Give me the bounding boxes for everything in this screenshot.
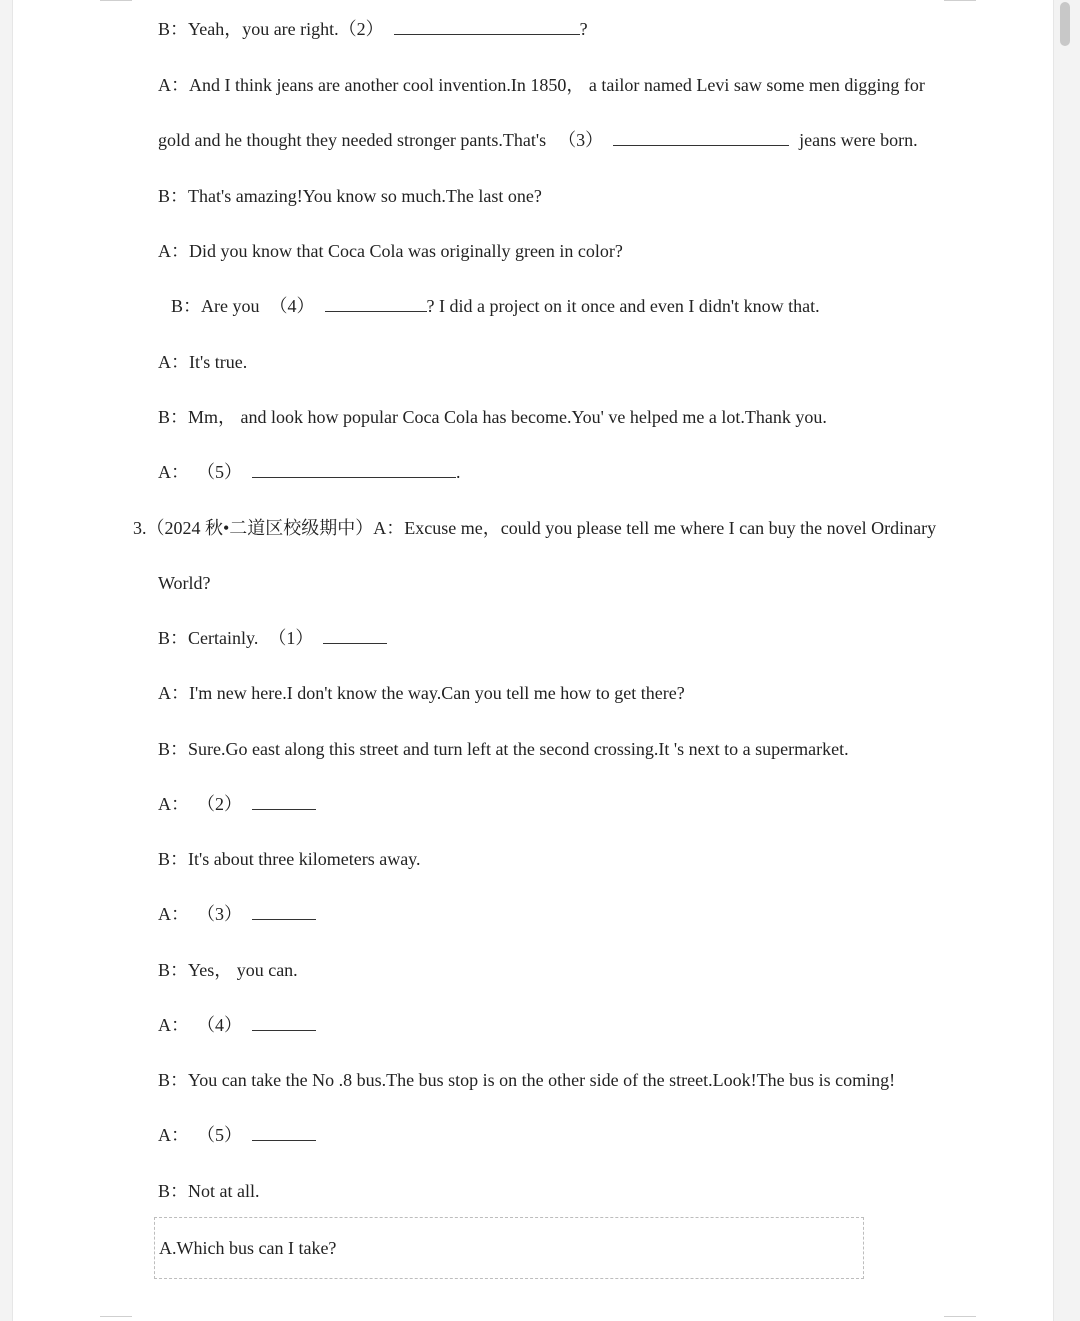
dialogue-line: A：I'm new here.I don't know the way.Can you tell me how to get there? xyxy=(158,683,685,703)
dialogue-line: A： （3） xyxy=(158,903,316,925)
dialogue-line: B：You can take the No .8 bus.The bus stop is on the other side of the street.Look!The bus is coming! xyxy=(158,1070,896,1090)
dialogue-line: B：That's amazing!You know so much.The last one? xyxy=(158,186,542,206)
answer-blank[interactable] xyxy=(252,903,316,920)
page-corner-mark xyxy=(100,1316,132,1317)
page-corner-mark xyxy=(100,0,132,1)
dialogue-line: B：Are you （4） ? I did a project on it once and even I didn't know that. xyxy=(171,296,820,316)
answer-blank[interactable] xyxy=(252,1124,316,1141)
scrollbar-thumb[interactable] xyxy=(1060,2,1070,46)
answer-blank[interactable] xyxy=(613,129,789,146)
answer-blank[interactable] xyxy=(252,461,456,478)
question-3-header: 3.（2024 秋•二道区校级期中）A：Excuse me，could you please tell me where I can buy the novel Ordinary xyxy=(133,518,937,538)
dialogue-line: B：Not at all. xyxy=(158,1181,260,1201)
page-corner-mark xyxy=(944,0,976,1)
answer-blank[interactable] xyxy=(252,793,316,810)
dialogue-line: A： （5） . xyxy=(158,462,461,482)
page-corner-mark xyxy=(944,1316,976,1317)
option-a[interactable]: A.Which bus can I take? xyxy=(159,1238,337,1258)
answer-blank[interactable] xyxy=(325,295,427,312)
dialogue-line: B：It's about three kilometers away. xyxy=(158,849,421,869)
dialogue-line: B：Yeah，you are right.（2） ? xyxy=(158,19,588,39)
dialogue-line: A：It's true. xyxy=(158,352,248,372)
dialogue-line: A：And I think jeans are another cool invention.In 1850， a tailor named Levi saw some men digging for xyxy=(158,75,925,95)
dialogue-line: A： （2） xyxy=(158,793,316,815)
dialogue-line: A： （5） xyxy=(158,1124,316,1146)
dialogue-line: B：Sure.Go east along this street and turn left at the second crossing.It 's next to a supermarket. xyxy=(158,739,849,759)
dialogue-line: A：Did you know that Coca Cola was originally green in color? xyxy=(158,241,623,261)
dialogue-line: A： （4） xyxy=(158,1014,316,1036)
options-box xyxy=(154,1217,864,1279)
scrollbar[interactable] xyxy=(1064,0,1076,1321)
dialogue-line: gold and he thought they needed stronger pants.That's （3） jeans were born. xyxy=(158,130,918,150)
dialogue-line: B：Mm， and look how popular Coca Cola has become.You' ve helped me a lot.Thank you. xyxy=(158,407,827,427)
question-3-header-cont: World? xyxy=(158,573,211,593)
answer-blank[interactable] xyxy=(394,18,580,35)
dialogue-line: B：Yes， you can. xyxy=(158,960,298,980)
answer-blank[interactable] xyxy=(323,627,387,644)
answer-blank[interactable] xyxy=(252,1014,316,1031)
dialogue-line: B：Certainly. （1） xyxy=(158,627,387,649)
